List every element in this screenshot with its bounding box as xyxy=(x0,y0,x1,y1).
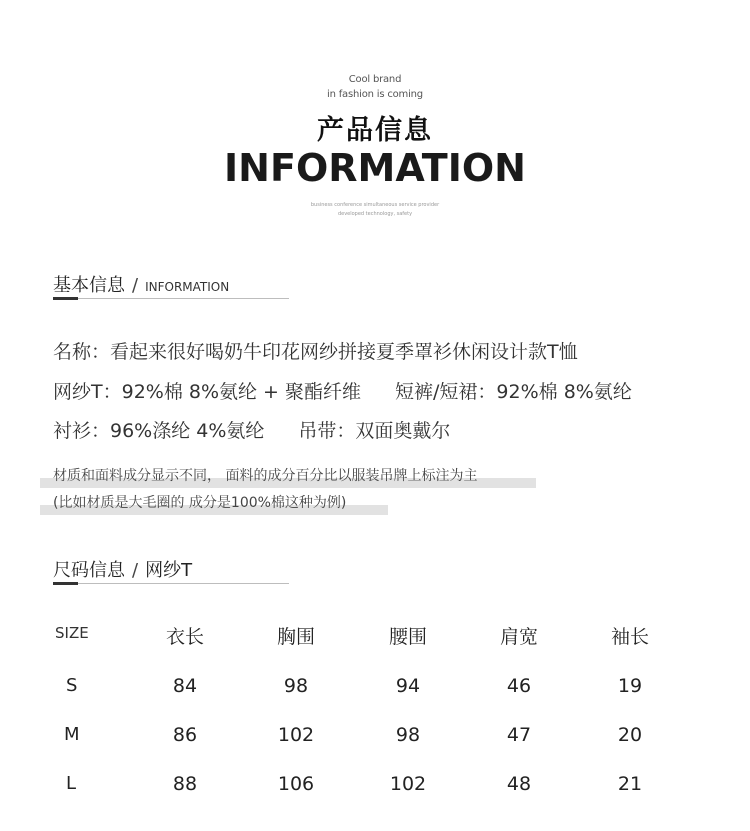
section-header-size-info xyxy=(53,556,192,582)
small-caption-1: business conference simultaneous service provider xyxy=(310,202,440,208)
tagline-brand: Cool brand xyxy=(348,74,402,85)
table-cell: 20 xyxy=(617,724,643,746)
column-header-bust: 胸围 xyxy=(276,626,315,648)
column-header-length: 衣长 xyxy=(165,626,204,648)
section-subtitle: INFORMATION xyxy=(145,280,230,294)
page-title-cn: 产品信息 xyxy=(317,115,433,146)
section-divider xyxy=(53,583,289,584)
product-name-line: 名称：看起来很好喝奶牛印花网纱拼接夏季罩衫休闲设计款T恤 xyxy=(53,341,578,363)
table-cell: 88 xyxy=(172,773,198,795)
tagline-fashion: in fashion is coming xyxy=(327,89,423,100)
table-row-size-m: M xyxy=(64,724,80,745)
table-cell: 98 xyxy=(395,724,421,746)
section-header-basic-info xyxy=(53,271,229,297)
page-title-en: INFORMATION xyxy=(224,146,526,190)
section-title: 基本信息 xyxy=(53,275,125,296)
shorts-skirt-material: 短裤/短裙：92%棉 8%氨纶 xyxy=(395,381,632,403)
table-row-size-s: S xyxy=(66,675,78,696)
shirt-material: 衬衫：96%涤纶 4%氨纶 xyxy=(53,420,265,442)
section-title: 尺码信息 xyxy=(53,560,125,581)
table-cell: 94 xyxy=(395,675,421,697)
section-slash: / xyxy=(132,560,139,581)
section-subtitle: 网纱T xyxy=(145,560,193,581)
material-note-1: 材质和面料成分显示不同， 面料的成分百分比以服装吊牌上标注为主 xyxy=(53,468,478,484)
column-header-shoulder: 肩宽 xyxy=(499,626,538,648)
table-cell: 98 xyxy=(283,675,309,697)
mesh-tee-material: 网纱T：92%棉 8%氨纶 + 聚酯纤维 xyxy=(53,381,362,403)
table-row-size-l: L xyxy=(66,773,77,794)
table-cell: 47 xyxy=(506,724,532,746)
table-cell: 102 xyxy=(277,724,315,746)
table-cell: 46 xyxy=(506,675,532,697)
table-cell: 21 xyxy=(617,773,643,795)
column-header-waist: 腰围 xyxy=(388,626,427,648)
section-slash: / xyxy=(132,275,139,296)
table-cell: 102 xyxy=(389,773,427,795)
table-cell: 19 xyxy=(617,675,643,697)
table-cell: 86 xyxy=(172,724,198,746)
section-accent-mark xyxy=(53,582,78,585)
section-accent-mark xyxy=(53,297,78,300)
material-line-3 xyxy=(53,416,450,443)
small-caption-2: developed technology, safety xyxy=(337,211,413,217)
material-note-2: (比如材质是大毛圈的 成分是100%棉这种为例) xyxy=(53,495,347,511)
material-line-2 xyxy=(53,377,632,404)
size-column-header: SIZE xyxy=(55,624,89,642)
column-header-sleeve: 袖长 xyxy=(610,626,649,648)
section-divider xyxy=(53,298,289,299)
table-cell: 106 xyxy=(277,773,315,795)
table-cell: 84 xyxy=(172,675,198,697)
camisole-material: 吊带：双面奥戴尔 xyxy=(298,420,451,442)
table-cell: 48 xyxy=(506,773,532,795)
